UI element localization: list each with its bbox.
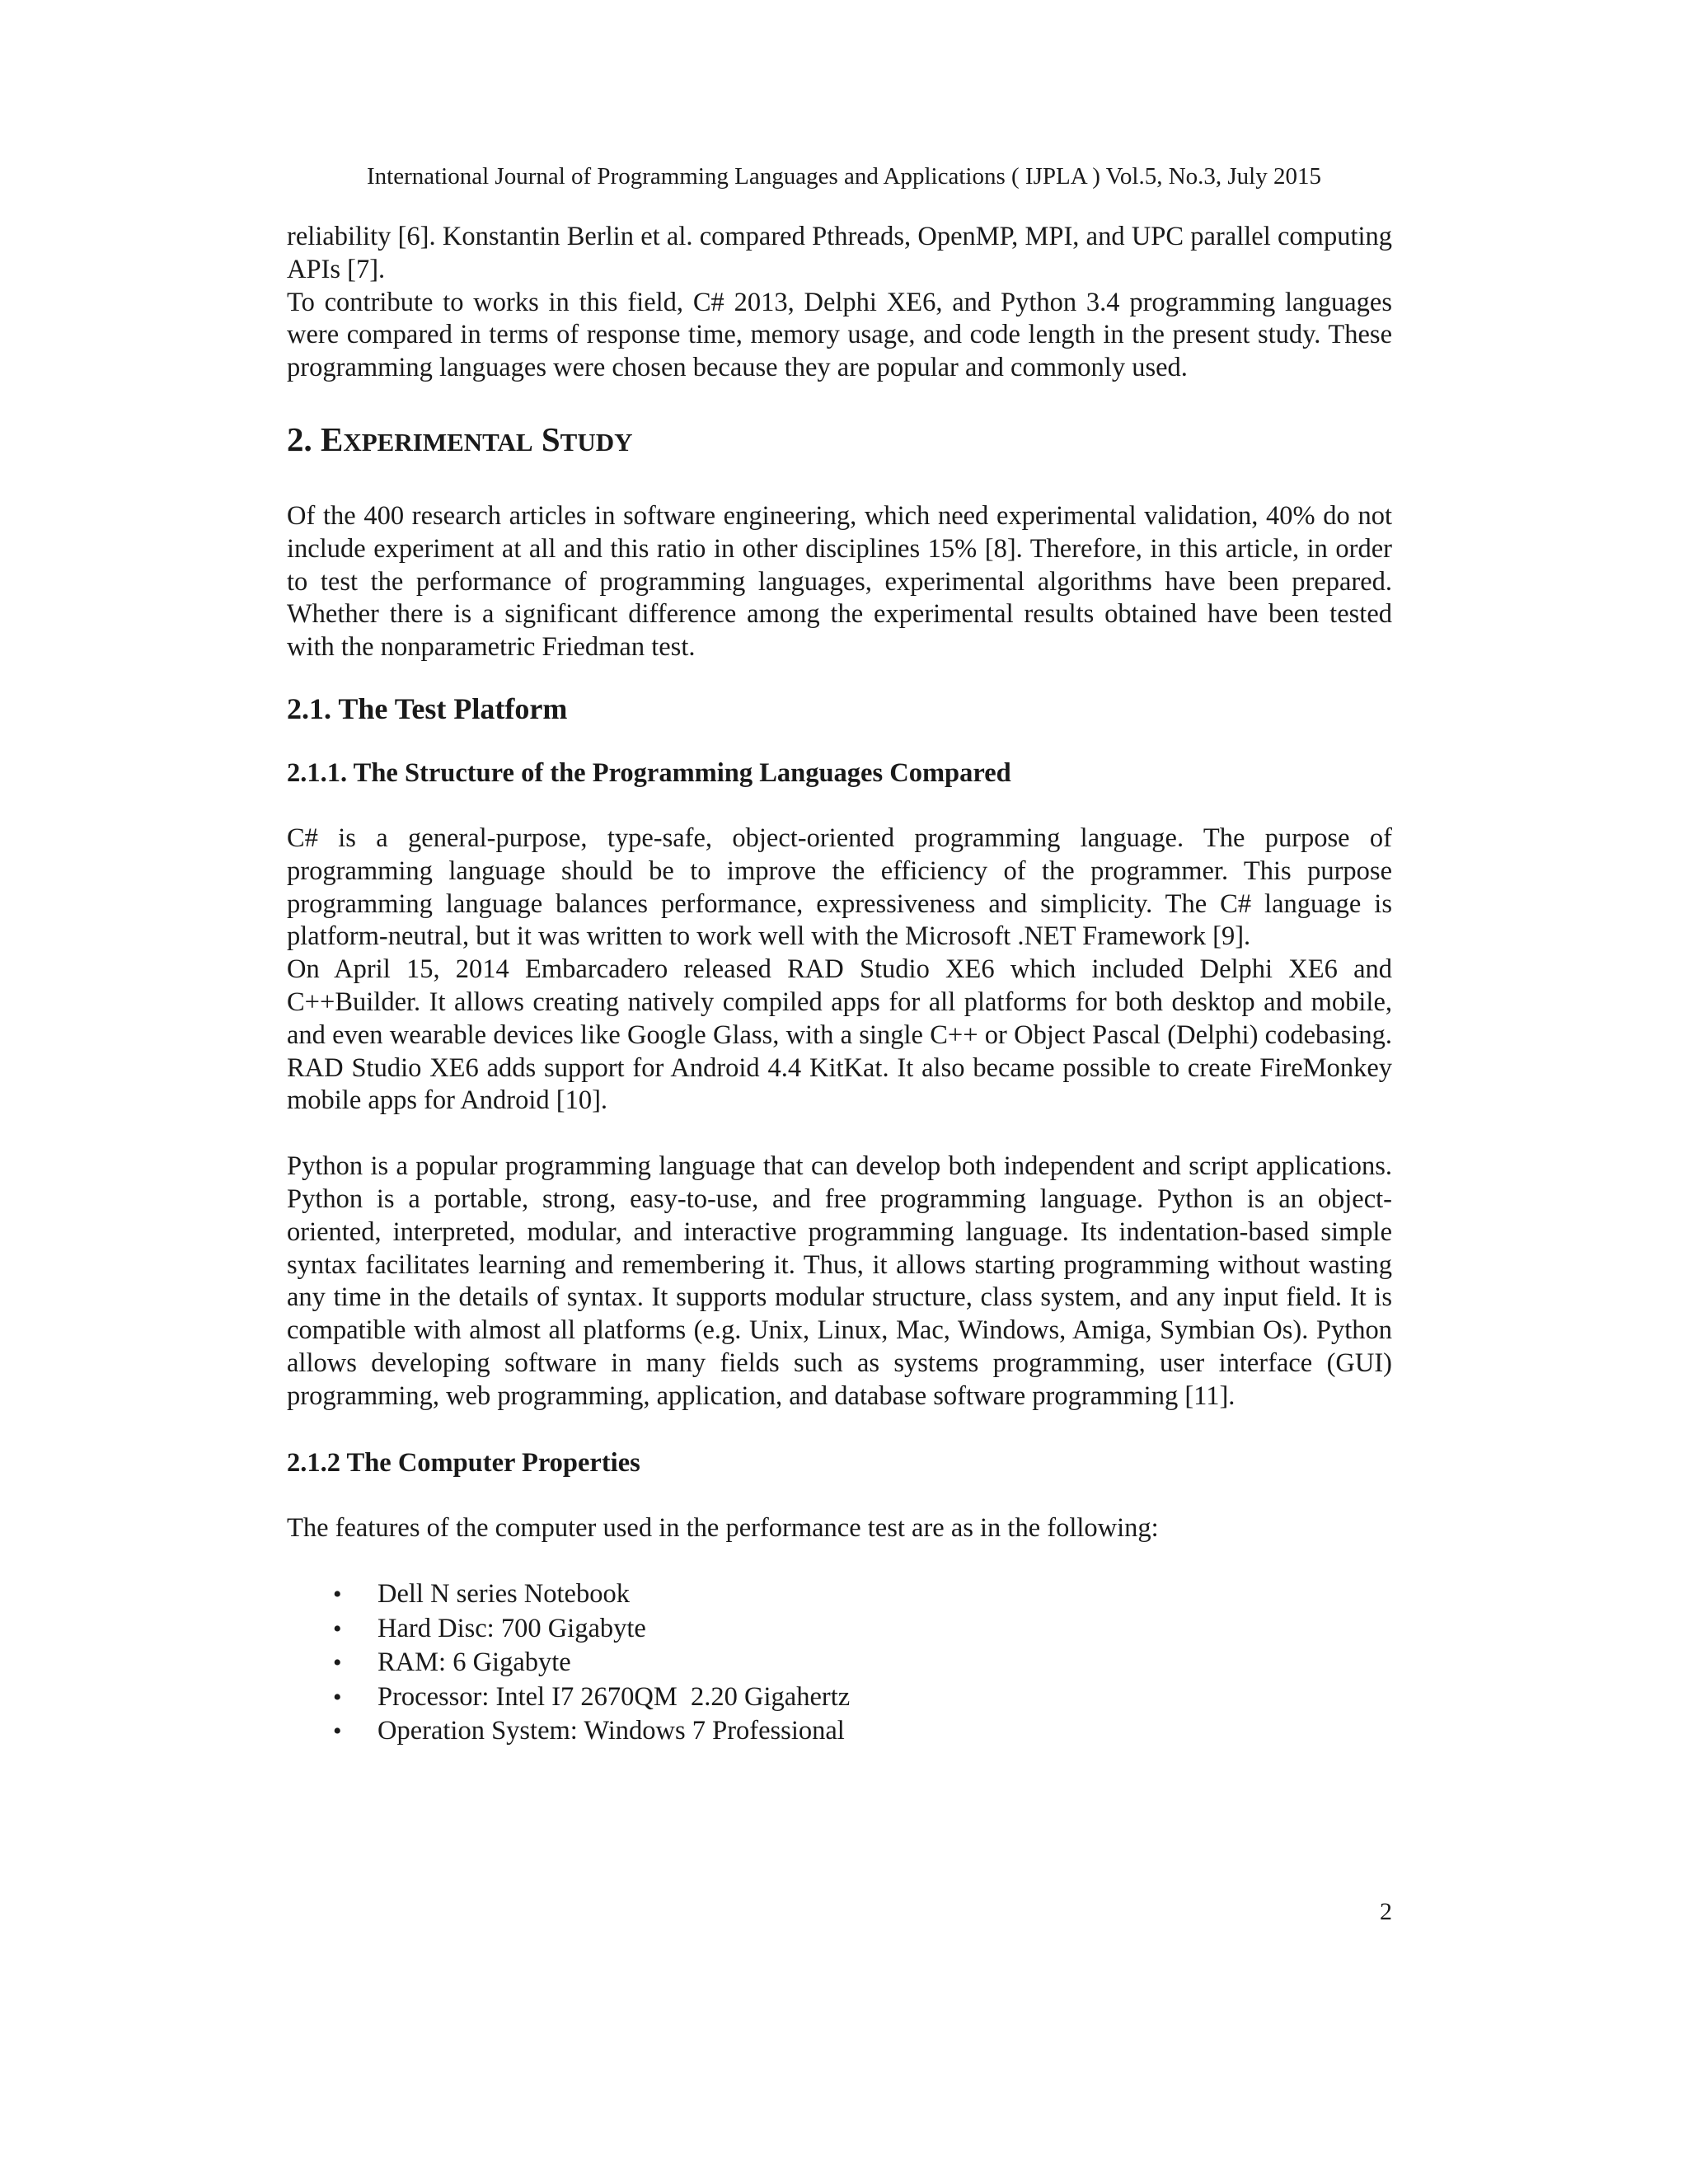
list-item <box>287 1714 1392 1749</box>
section-2-title-word2-rest: TUDY <box>560 427 633 457</box>
list-item-text: Dell N series Notebook <box>377 1579 630 1610</box>
section-2-1-2-heading: 2.1.2 The Computer Properties <box>287 1447 640 1478</box>
section-2-title-word2-cap: S <box>541 419 560 458</box>
list-item-text: RAM: 6 Gigabyte <box>377 1647 571 1678</box>
list-item-text: Processor: Intel I7 2670QM 2.20 Gigahertz <box>377 1681 851 1712</box>
running-header: International Journal of Programming Languages and Applications ( IJPLA ) Vol.5, No.3, July 2015 <box>367 163 1321 190</box>
list-item-text: Operation System: Windows 7 Professional <box>377 1716 845 1746</box>
computer-features-list <box>287 1577 1392 1749</box>
section-2-1-1-heading: 2.1.1. The Structure of the Programming Languages Compared <box>287 757 1011 788</box>
section-2-number: 2. <box>287 419 321 458</box>
section-2-1-heading: 2.1. The Test Platform <box>287 691 568 725</box>
page-number: 2 <box>1380 1898 1392 1925</box>
delphi-paragraph: On April 15, 2014 Embarcadero released RAD Studio XE6 which included Delphi XE6 and C++Builder. It allows creating natively compiled apps for all platforms for both desktop and mobile, and even wearable devices like Google Glass, with a single C++ or Object Pascal (Delphi) codebasing. RAD Studio XE6 adds support for Android 4.4 KitKat. It also became possible to create FireMonkey mobile apps for Android [10]. <box>287 954 1392 1116</box>
page-content <box>287 221 1392 1749</box>
list-item <box>287 1612 1392 1647</box>
section-2-heading <box>287 419 1392 462</box>
bullet-icon: • <box>333 1649 342 1677</box>
bullet-icon: • <box>333 1581 342 1609</box>
bullet-icon: • <box>333 1615 342 1643</box>
bullet-icon: • <box>333 1718 342 1746</box>
list-item-text: Hard Disc: 700 Gigabyte <box>377 1613 646 1643</box>
section-2-title-word1-rest: XPERIMENTAL <box>343 427 533 457</box>
section-2-paragraph: Of the 400 research articles in software engineering, which need experimental validation, 40% do not include experiment at all and this ratio in other disciplines 15% [8]. Therefore, in this article, in order to test the performance of programming languages, experimental algorithms have been prepared. Whether there is a significant difference among the experimental results obtained have been tested with the nonparametric Friedman test. <box>287 500 1392 663</box>
bullet-icon: • <box>333 1683 342 1711</box>
intro-paragraph-2: To contribute to works in this field, C# 2013, Delphi XE6, and Python 3.4 programming languages were compared in terms of response time, memory usage, and code length in the present study. These programming languages were chosen because they are popular and commonly used. <box>287 287 1392 383</box>
list-item <box>287 1577 1392 1612</box>
list-item <box>287 1646 1392 1680</box>
python-paragraph: Python is a popular programming language that can develop both independent and script applications. Python is a portable, strong, easy-to-use, and free programming language. Python is an object-oriented, interpreted, modular, and interactive programming language. Its indentation-based simple syntax facilitates learning and remembering it. Thus, it allows starting programming without wasting any time in the details of syntax. It supports modular structure, class system, and any input field. It is compatible with almost all platforms (e.g. Unix, Linux, Mac, Windows, Amiga, Symbian Os). Python allows developing software in many fields such as systems programming, user interface (GUI) programming, web programming, application, and database software programming [11]. <box>287 1151 1392 1411</box>
computer-features-intro: The features of the computer used in the performance test are as in the following: <box>287 1512 1159 1543</box>
section-2-title-word1-cap: E <box>321 419 344 458</box>
list-item <box>287 1680 1392 1715</box>
intro-paragraph-1: reliability [6]. Konstantin Berlin et al. compared Pthreads, OpenMP, MPI, and UPC parallel computing APIs [7]. <box>287 222 1392 284</box>
csharp-paragraph: C# is a general-purpose, type-safe, object-oriented programming language. The purpose of programming language should be to improve the efficiency of the programmer. This purpose programming language balances performance, expressiveness and simplicity. The C# language is platform-neutral, but it was written to work well with the Microsoft .NET Framework [9]. <box>287 823 1392 952</box>
